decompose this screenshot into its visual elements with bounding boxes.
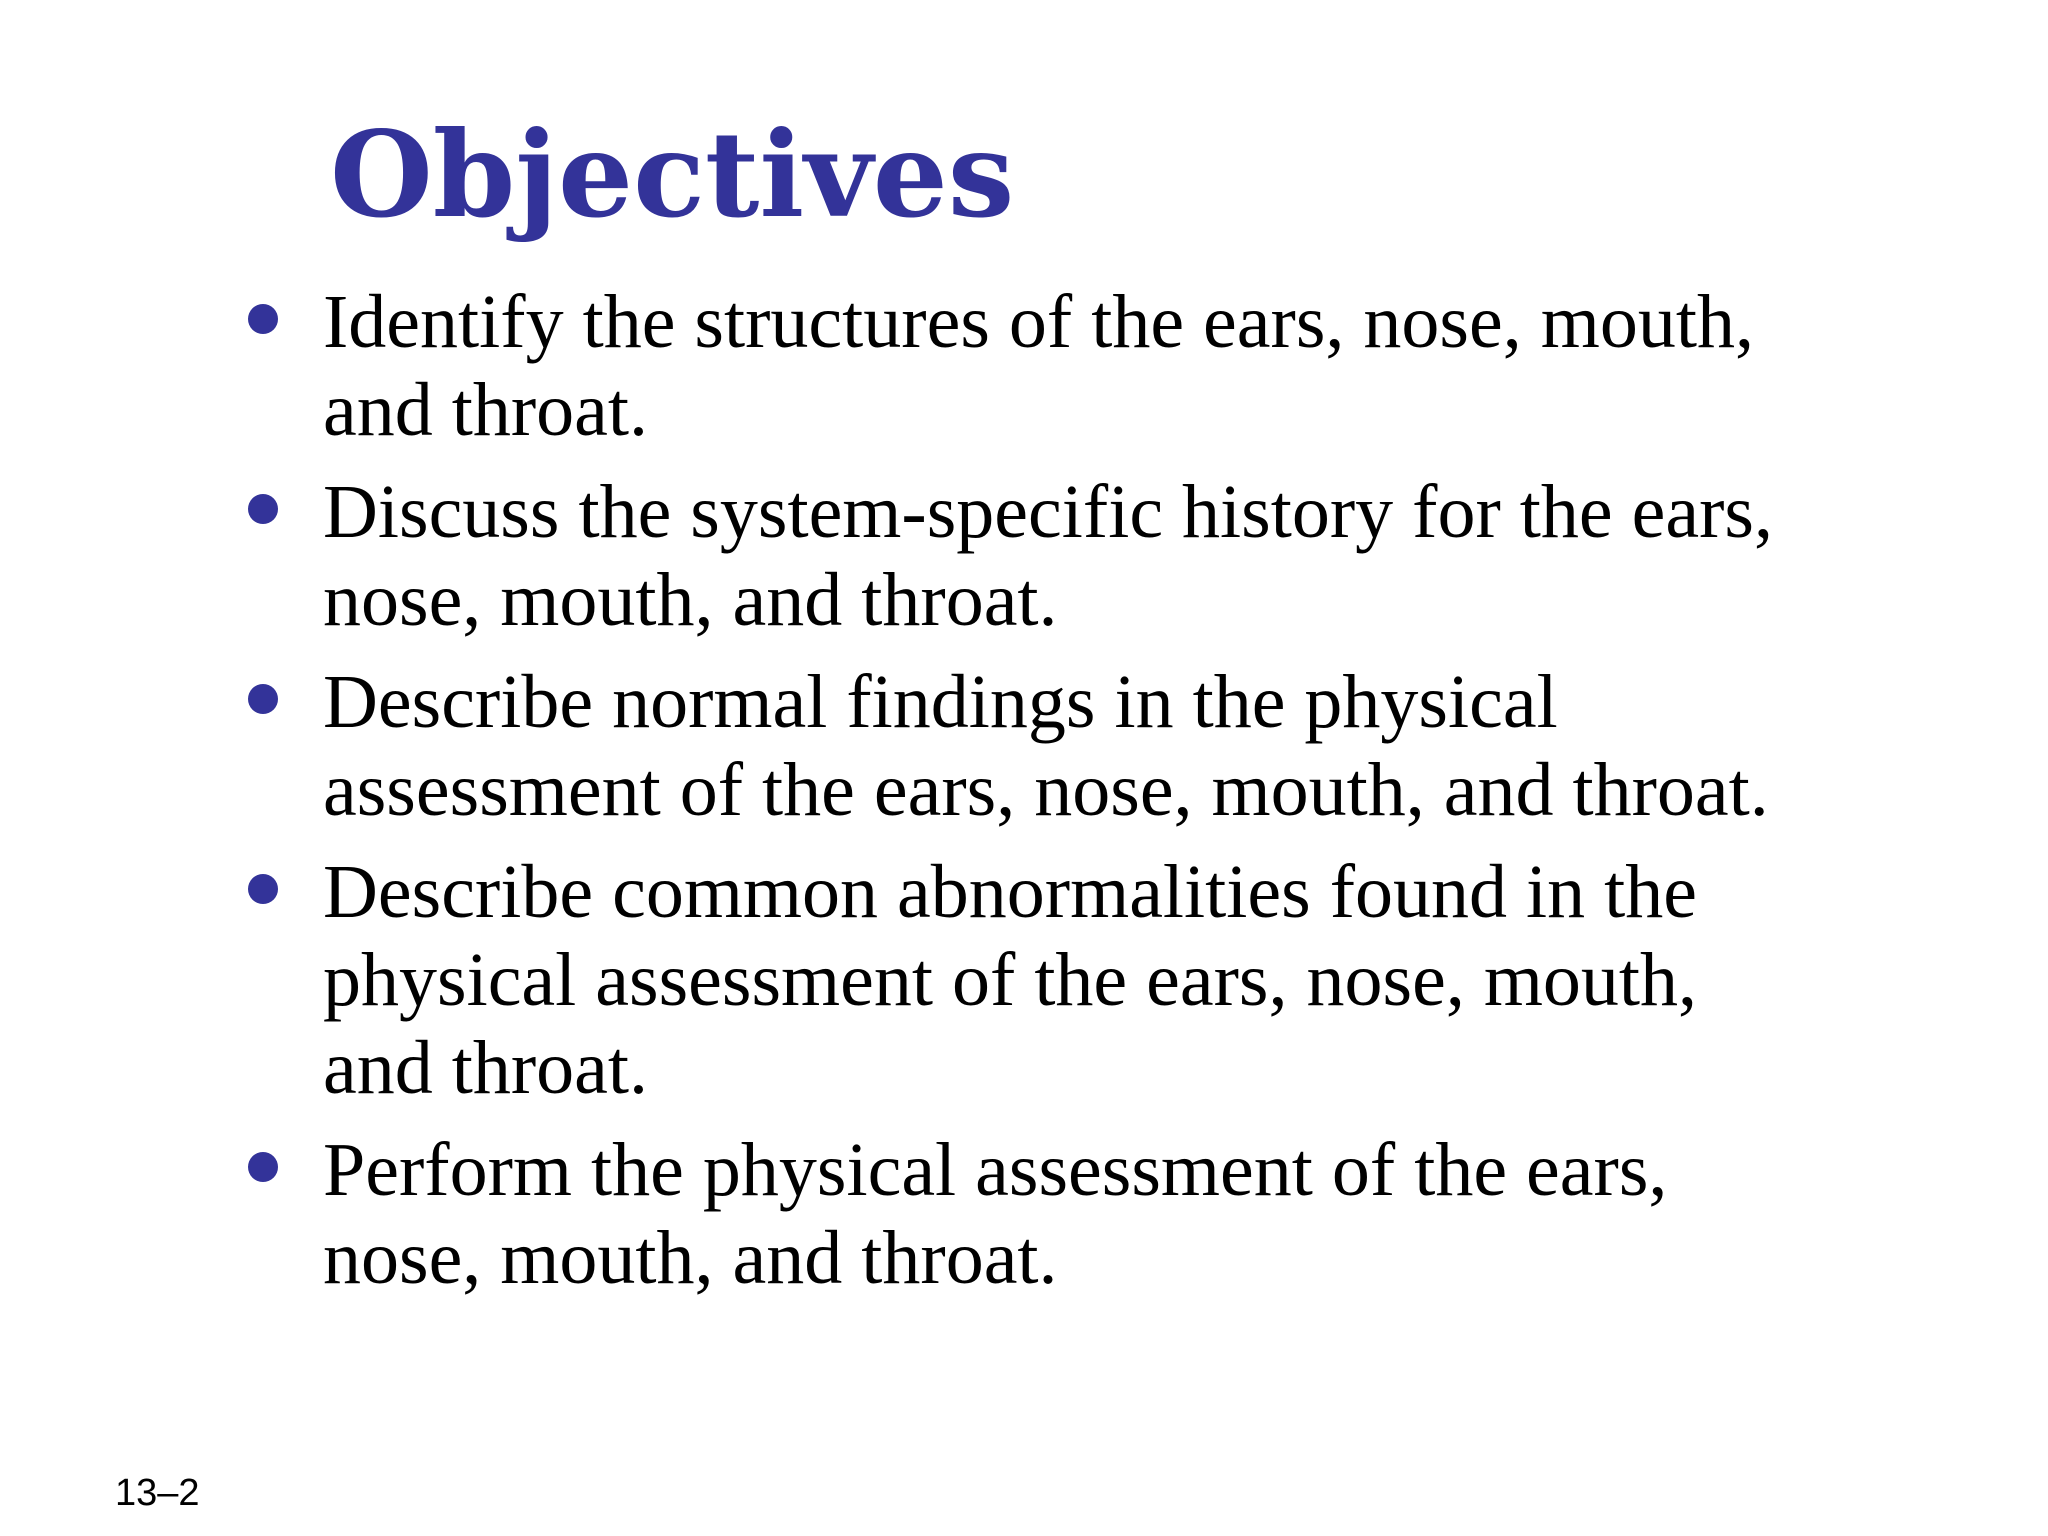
slide-title: Objectives (330, 105, 1015, 244)
list-item (238, 278, 1798, 454)
bullet-text: Perform the physical assessment of the ears, nose, mouth, and throat. (323, 1128, 1668, 1300)
list-item (238, 468, 1798, 644)
bullet-icon (248, 1152, 278, 1182)
bullet-icon (248, 494, 278, 524)
objectives-list (238, 278, 1798, 1316)
bullet-text: Discuss the system-specific history for the ears, nose, mouth, and throat. (323, 470, 1773, 642)
bullet-icon (248, 684, 278, 714)
list-item (238, 658, 1798, 834)
bullet-icon (248, 304, 278, 334)
bullet-text: Identify the structures of the ears, nose, mouth, and throat. (323, 280, 1754, 452)
list-item (238, 1126, 1798, 1302)
list-item (238, 848, 1798, 1112)
bullet-icon (248, 874, 278, 904)
slide-number: 13–2 (115, 1472, 200, 1514)
bullet-text: Describe common abnormalities found in the physical assessment of the ears, nose, mouth, and throat. (323, 850, 1698, 1110)
bullet-text: Describe normal findings in the physical assessment of the ears, nose, mouth, and throat. (323, 660, 1769, 832)
